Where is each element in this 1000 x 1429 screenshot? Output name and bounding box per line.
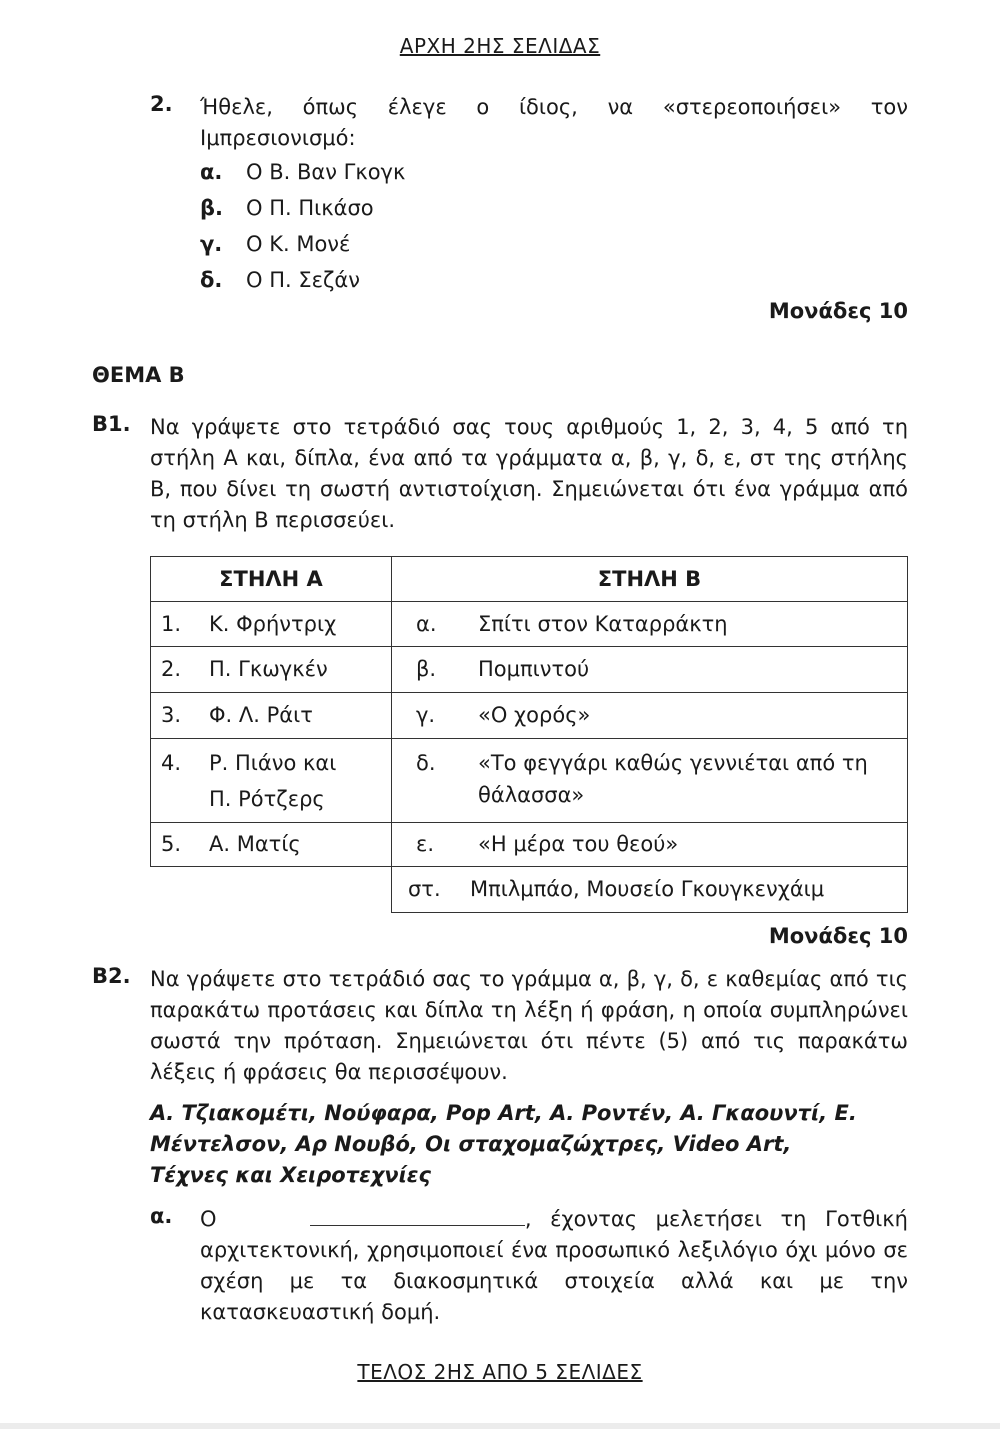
item-text: Π. Γκωγκέν	[209, 657, 328, 681]
option-letter: α.	[200, 160, 223, 184]
question-number-b1: Β1.	[92, 412, 131, 436]
option-text: Ο Κ. Μονέ	[246, 232, 351, 256]
item-number: 4.	[161, 751, 182, 775]
table-row	[151, 647, 908, 693]
question-text: Ήθελε, όπως έλεγε ο ίδιος, να «στερεοποιήσει» τον Ιμπρεσιονισμό:	[200, 95, 908, 150]
option-letter: γ.	[200, 232, 223, 256]
item-text: Α. Ματίς	[209, 832, 301, 856]
table-row	[151, 823, 908, 867]
option-text: Ο Β. Βαν Γκογκ	[246, 160, 406, 184]
question-text-b2: Να γράψετε στο τετράδιό σας το γράμμα α, β, γ, δ, ε καθεμίας από τις παρακάτω προτάσεις και δίπλα τη λέξη ή φράση, η οποία συμπληρώνει σωστά την πρόταση. Σημειώνεται ότι πέντε (5) από τις παρακάτω λέξεις ή φράσεις θα περισσέψουν.	[150, 967, 908, 1084]
question-text-b1: Να γράψετε στο τετράδιό σας τους αριθμούς 1, 2, 3, 4, 5 από τη στήλη Α και, δίπλα, ένα από τα γράμματα α, β, γ, δ, ε, στ της στήλης Β, που δίνει τη σωστή αντιστοίχιση. Σημειώνεται ότι ένα γράμμα από τη στήλη Β περισσεύει.	[150, 415, 908, 532]
item-text: Πομπιντού	[478, 657, 590, 681]
matching-table	[150, 556, 908, 913]
item-text: Φ. Λ. Ράιτ	[209, 703, 313, 727]
item-text: «Ο χορός»	[478, 703, 591, 727]
item-text: Κ. Φρήντριχ	[209, 612, 337, 636]
table-row	[151, 867, 908, 913]
item-number: 5.	[161, 832, 182, 856]
table-row	[151, 602, 908, 647]
page-footer: ΤΕΛΟΣ 2ΗΣ ΑΠΟ 5 ΣΕΛΙΔΕΣ	[357, 1360, 643, 1384]
item-letter: α.	[416, 612, 437, 636]
option-b	[200, 196, 374, 226]
item-text: «Η μέρα του θεού»	[478, 832, 679, 856]
marks-label: Μονάδες 10	[768, 299, 908, 323]
item-letter: δ.	[416, 751, 436, 775]
table-row	[151, 739, 908, 823]
option-c	[200, 232, 350, 262]
question-number-b2: Β2.	[92, 964, 131, 988]
item-text: «Το φεγγάρι καθώς γεννιέται από τη θάλασσα»	[478, 751, 868, 807]
item-letter: στ.	[408, 877, 441, 901]
marks-label: Μονάδες 10	[768, 924, 908, 948]
question-number: 2.	[150, 92, 173, 116]
word-bank: Α. Τζιακομέτι, Νούφαρα, Pop Art, Α. Ροντέν, Α. Γκαουντί, Ε. Μέντελσον, Αρ Νουβό, Οι σταχομαζώχτρες, Video Art, Τέχνες και Χειροτεχνίες	[150, 1101, 857, 1187]
item-number: 3.	[161, 703, 182, 727]
option-letter: β.	[200, 196, 224, 220]
column-b-header: ΣΤΗΛΗ Β	[392, 557, 908, 602]
option-a	[200, 160, 405, 190]
section-title: ΘΕΜΑ Β	[92, 363, 185, 387]
item-letter: α.	[150, 1204, 173, 1228]
page-header: ΑΡΧΗ 2ΗΣ ΣΕΛΙΔΑΣ	[399, 34, 601, 58]
item-letter: ε.	[416, 832, 435, 856]
table-row	[151, 693, 908, 739]
option-text: Ο Π. Πικάσο	[246, 196, 374, 220]
item-text: Ρ. Πιάνο και Π. Ρότζερς	[209, 751, 337, 811]
item-letter: γ.	[416, 703, 436, 727]
option-letter: δ.	[200, 268, 223, 292]
item-text: Σπίτι στον Καταρράκτη	[478, 612, 728, 636]
item-text: Μπιλμπάο, Μουσείο Γκουγκενχάιμ	[470, 877, 825, 901]
page-bottom-edge	[0, 1423, 1000, 1429]
fill-in-sentence	[200, 1204, 908, 1328]
sentence-rest: , έχοντας μελετήσει τη Γοτθική αρχιτεκτονική, χρησιμοποιεί ένα προσωπικό λεξιλόγιο όχι μόνο σε σχέση με τα διακοσμητικά στοιχεία αλλά και με την κατασκευαστική δομή.	[200, 1207, 908, 1324]
column-a-header: ΣΤΗΛΗ Α	[151, 557, 392, 602]
item-number: 1.	[161, 612, 182, 636]
answer-blank	[310, 1207, 525, 1226]
option-d	[200, 268, 360, 298]
option-text: Ο Π. Σεζάν	[246, 268, 360, 292]
item-letter: β.	[416, 657, 437, 681]
item-number: 2.	[161, 657, 182, 681]
sentence-start: Ο	[200, 1207, 217, 1231]
